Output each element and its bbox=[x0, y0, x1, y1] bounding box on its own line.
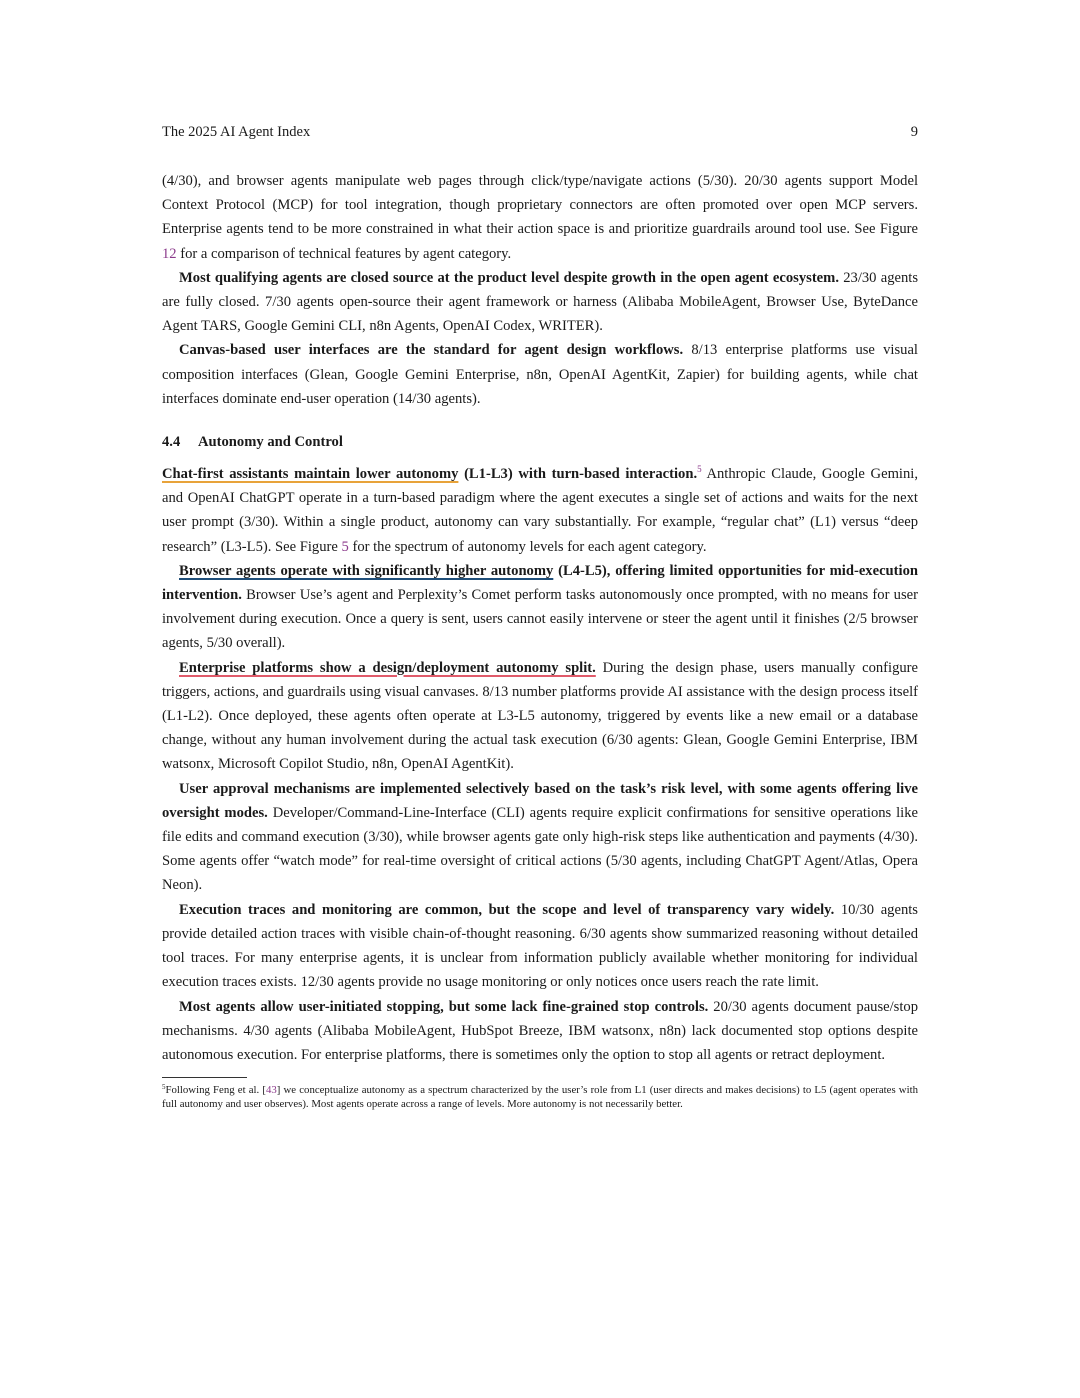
running-header bbox=[162, 122, 918, 142]
section-title: Autonomy and Control bbox=[198, 434, 343, 451]
paragraph-action-space: (4/30), and browser agents manipulate web pages through click/type/navigate actions (5/30). 20/30 agents support Model Context Protocol (MCP) for tool integration, though proprietary connectors are often promoted over open MCP servers. Enterprise agents tend to be more constrained in what their action space is and prioritize guardrails around tool use. See Figure 12 for a comparison of technical features by agent category. bbox=[162, 173, 918, 262]
highlight-red: Enterprise platforms show a design/deployment autonomy split. bbox=[179, 659, 596, 676]
citation-43-link[interactable]: 43 bbox=[265, 1084, 277, 1097]
paragraph-lead: User approval mechanisms are implemented selectively based on the task’s risk level, with some agents offering live oversight modes. bbox=[162, 780, 918, 821]
paragraph-chat-first: Chat-first assistants maintain lower autonomy (L1-L3) with turn-based interaction.$^5$ Anthropic Claude, Google Gemini, and OpenAI ChatGPT operate in a turn-based paradigm where the agent executes a single set of actions and waits for the next user prompt (3/30). Within a single product, autonomy can vary substantially. For example, “regular chat” (L1) versus “deep research” (L3-L5). See Figure 5 for the spectrum of autonomy levels for each agent category. bbox=[162, 464, 918, 555]
footnote: $^5$Following Feng et al. [43] we conceptualize autonomy as a spectrum characterized by the user’s role from L1 (user directs and makes decisions) to L5 (agent operates with full autonomy and user observes). Most agents operate across a range of levels. More autonomy is not necessarily better. bbox=[162, 1083, 918, 1111]
figure-5-link[interactable]: 5 bbox=[341, 538, 349, 555]
paragraph-lead: Canvas-based user interfaces are the standard for agent design workflows. bbox=[179, 342, 684, 359]
paragraph-canvas-ui: Canvas-based user interfaces are the standard for agent design workflows. 8/13 enterprise platforms use visual composition interfaces (Glean, Google Gemini Enterprise, n8n, OpenAI AgentKit, Zapier) for building agents, while chat interfaces dominate end-user operation (14/30 agents). bbox=[162, 342, 918, 407]
paragraph-closed-source: Most qualifying agents are closed source at the product level despite growth in the open agent ecosystem. 23/30 agents are fully closed. 7/30 agents open-source their agent framework or harness (Alibaba MobileAgent, Browser Use, ByteDance Agent TARS, Google Gemini CLI, n8n Agents, OpenAI Codex, WRITER). bbox=[162, 269, 918, 335]
paragraph-user-approval: User approval mechanisms are implemented selectively based on the task’s risk level, with some agents offering live oversight modes. Developer/Command-Line-Interface (CLI) agents require explicit confirmations for sensitive operations like file edits and command execution (3/30), while browser agents gate only high-risk steps like authentication and payments (4/30). Some agents offer “watch mode” for real-time oversight of critical actions (5/30 agents, including ChatGPT Agent/Atlas, Opera Neon). bbox=[162, 780, 918, 894]
highlight-orange: Chat-first assistants maintain lower autonomy bbox=[162, 466, 459, 483]
paragraph-lead: Execution traces and monitoring are common, but the scope and level of transparency vary widely. bbox=[179, 901, 835, 918]
page-number: 9 bbox=[910, 124, 918, 140]
section-number: 4.4 bbox=[162, 434, 181, 451]
section-heading bbox=[162, 430, 918, 454]
paragraph-lead: Most qualifying agents are closed source at the product level despite growth in the open agent ecosystem. bbox=[179, 269, 839, 286]
highlight-blue: Browser agents operate with significantly higher autonomy bbox=[179, 562, 554, 579]
running-title: The 2025 AI Agent Index bbox=[162, 124, 311, 140]
footnote-mark: 5 bbox=[162, 1083, 166, 1092]
paragraph-execution-traces: Execution traces and monitoring are common, but the scope and level of transparency vary widely. 10/30 agents provide detailed action traces with visible chain-of-thought reasoning. 6/30 agents show summarized reasoning without detailed tool traces. For many enterprise agents, it is unclear from information publicly available whether monitoring for individual execution traces exists. 12/30 agents provide no usage monitoring or only notices once users reach the rate limit. bbox=[162, 901, 918, 991]
figure-12-link[interactable]: 12 bbox=[162, 245, 177, 262]
paragraph-stopping: Most agents allow user-initiated stopping, but some lack fine-grained stop controls. 20/30 agents document pause/stop mechanisms. 4/30 agents (Alibaba MobileAgent, HubSpot Breeze, IBM watsonx, n8n) lack documented stop options despite autonomous execution. For enterprise platforms, there is sometimes only the option to stop all agents or retract deployment. bbox=[162, 998, 919, 1063]
footnote-rule bbox=[162, 1077, 247, 1078]
paragraph-lead: Most agents allow user-initiated stopping, but some lack fine-grained stop controls. bbox=[179, 998, 709, 1015]
footnote-5-mark[interactable]: 5 bbox=[697, 464, 702, 475]
paragraph-enterprise-platforms: Enterprise platforms show a design/deployment autonomy split. During the design phase, users manually configure triggers, actions, and guardrails using visual canvases. 8/13 number platforms provide AI assistance with the design process itself (L1-L2). Once deployed, these agents often operate at L3-L5 autonomy, triggered by events like a new email or a database change, without any human involvement during the actual task execution (6/30 agents: Glean, Google Gemini Enterprise, IBM watsonx, Microsoft Copilot Studio, n8n, OpenAI AgentKit). bbox=[162, 659, 919, 773]
paragraph-browser-agents: Browser agents operate with significantly higher autonomy (L4-L5), offering limited opportunities for mid-execution intervention. Browser Use’s agent and Perplexity’s Comet perform tasks autonomously once prompted, with no means for user involvement during execution. Once a query is sent, users cannot easily intervene or steer the agent until it finishes (2/5 browser agents, 5/30 overall). bbox=[162, 562, 918, 652]
body-text bbox=[162, 169, 918, 1111]
